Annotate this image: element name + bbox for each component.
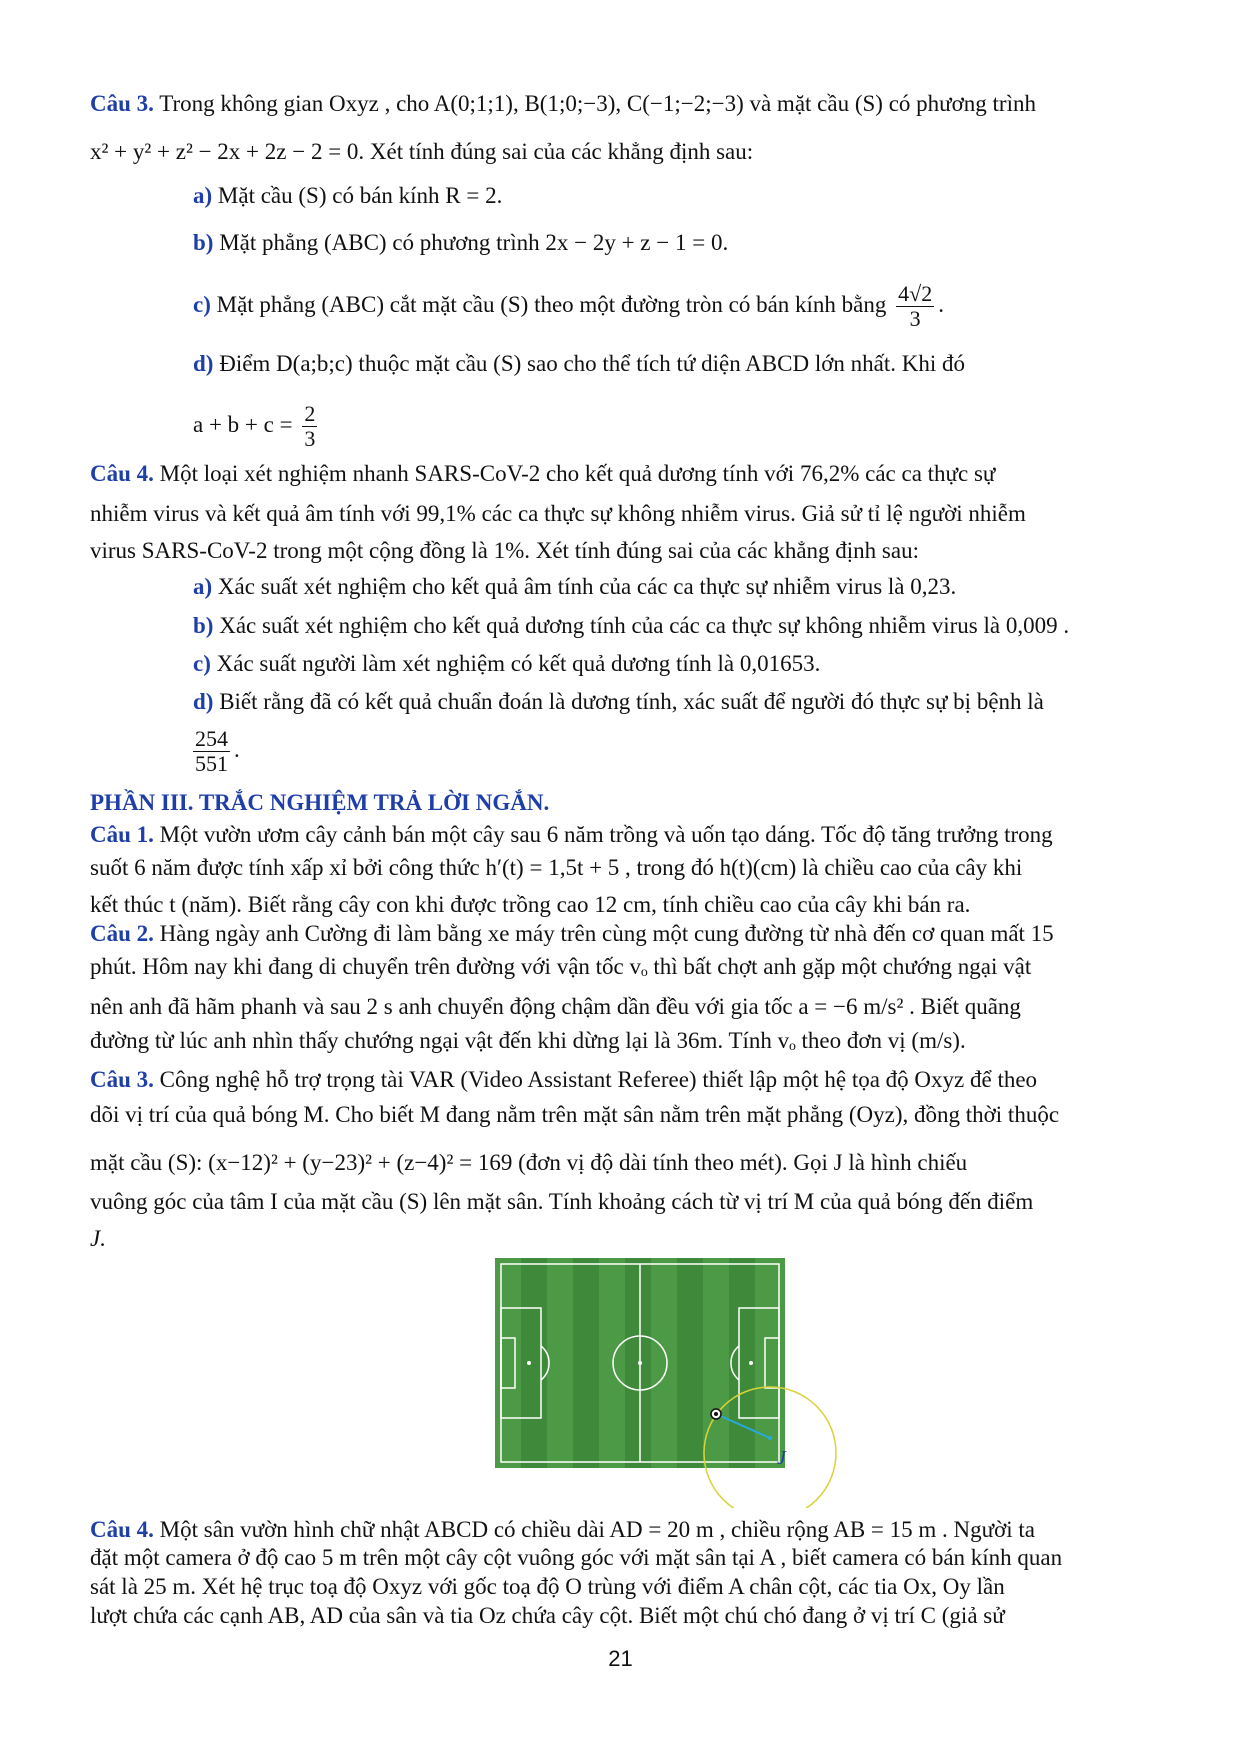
q3-b-text: Mặt phẳng (ABC) có phương trình 2x − 2y + z − 1 = 0. xyxy=(219,230,729,255)
q3-c-frac-num: 4√2 xyxy=(898,281,933,306)
left-penalty-spot xyxy=(527,1361,531,1365)
q4-d-fraction-line xyxy=(193,727,240,776)
q4-d-text: Biết rằng đã có kết quả chuẩn đoán là dương tính, xác suất để người đó thực sự bị bệnh là xyxy=(219,689,1044,714)
p3-q4-line-1 xyxy=(90,1516,1035,1544)
q4-a-label: a) xyxy=(193,574,213,599)
q3-c-fraction xyxy=(896,282,934,331)
q3-option-c xyxy=(193,282,944,331)
p3-q3-text-1: Công nghệ hỗ trợ trọng tài VAR (Video Assistant Referee) thiết lập một hệ tọa độ Oxyz để theo xyxy=(159,1067,1038,1092)
q3-option-a xyxy=(193,182,502,210)
center-spot xyxy=(638,1361,642,1365)
p3-q4-line-2: đặt một camera ở độ cao 5 m trên một cây cột vuông góc với mặt sân tại A , biết camera có bán kính quan xyxy=(90,1545,1063,1570)
q3-a-label: a) xyxy=(193,183,213,208)
part3-heading: PHẦN III. TRẮC NGHIỆM TRẢ LỜI NGẮN. xyxy=(90,790,550,815)
p3-q4-label: Câu 4. xyxy=(90,1517,154,1542)
right-penalty-spot xyxy=(749,1361,753,1365)
q4-option-a xyxy=(193,573,956,601)
q4-d-frac-num: 254 xyxy=(195,726,228,751)
q4-stem-line-3: virus SARS-CoV-2 trong một cộng đồng là 1%. Xét tính đúng sai của các khẳng định sau: xyxy=(90,538,919,563)
q3-stem-text-1: Trong không gian Oxyz , cho A(0;1;1), B(1;0;−3), C(−1;−2;−3) và mặt cầu (S) có phương trình xyxy=(159,91,1036,116)
p3-q3-line-5: J. xyxy=(90,1226,106,1251)
p3-q2-label: Câu 2. xyxy=(90,921,154,946)
p3-q2-line-3: nên anh đã hãm phanh và sau 2 s anh chuyển động chậm dần đều với gia tốc a = −6 m/s² . Biết quãng xyxy=(90,994,1021,1019)
p3-q2-line-1 xyxy=(90,920,1054,948)
p3-q4-text-1: Một sân vườn hình chữ nhật ABCD có chiều dài AD = 20 m , chiều rộng AB = 15 m . Người ta xyxy=(159,1517,1035,1542)
q3-a-text: Mặt cầu (S) có bán kính R = 2. xyxy=(217,183,503,208)
q4-b-text: Xác suất xét nghiệm cho kết quả dương tính của các ca thực sự không nhiễm virus là 0,009 . xyxy=(219,613,1070,638)
p3-q1-line-1 xyxy=(90,821,1053,849)
q3-stem-line-1 xyxy=(90,90,1036,118)
q3-d-fraction xyxy=(302,402,317,451)
q3-d-eq-text: a + b + c = xyxy=(193,411,293,437)
q4-label: Câu 4. xyxy=(90,461,154,486)
q3-c-end: . xyxy=(938,291,944,317)
q4-c-text: Xác suất người làm xét nghiệm có kết quả dương tính là 0,01653. xyxy=(216,651,821,676)
q3-c-label: c) xyxy=(193,291,211,317)
p3-q4-line-3: sát là 25 m. Xét hệ trục toạ độ Oxyz với gốc toạ độ O trùng với điểm A chân cột, các tia Ox, Oy lần xyxy=(90,1574,1005,1599)
q3-d-text: Điểm D(a;b;c) thuộc mặt cầu (S) sao cho thể tích tứ diện ABCD lớn nhất. Khi đó xyxy=(219,351,965,376)
q3-d-frac-num: 2 xyxy=(304,401,316,426)
p3-q3-line-2: dõi vị trí của quả bóng M. Cho biết M đang nằm trên mặt sân nằm trên mặt phẳng (Oyz), đồng thời thuộc xyxy=(90,1102,1060,1127)
q3-d-label: d) xyxy=(193,351,214,376)
q4-d-fraction xyxy=(193,727,230,776)
p3-q2-text-1: Hàng ngày anh Cường đi làm bằng xe máy trên cùng một cung đường từ nhà đến cơ quan mất 15 xyxy=(159,921,1054,946)
p3-q2-line-4: đường từ lúc anh nhìn thấy chướng ngại vật đến khi dừng lại là 36m. Tính vₒ theo đơn vị (m/s). xyxy=(90,1028,966,1053)
p3-q1-line-2: suốt 6 năm được tính xấp xỉ bởi công thức h′(t) = 1,5t + 5 , trong đó h(t)(cm) là chiều cao của cây khi xyxy=(90,855,1023,880)
q4-d-frac-den: 551 xyxy=(195,751,228,776)
q3-stem-line-2: x² + y² + z² − 2x + 2z − 2 = 0. Xét tính đúng sai của các khẳng định sau: xyxy=(90,139,754,164)
p3-q4-line-4: lượt chứa các cạnh AB, AD của sân và tia Oz chứa cây cột. Biết một chú chó đang ở vị trí C (giả sử xyxy=(90,1603,1005,1628)
q4-c-label: c) xyxy=(193,651,211,676)
q4-d-label: d) xyxy=(193,689,214,714)
p3-q1-line-3: kết thúc t (năm). Biết rằng cây con khi được trồng cao 12 cm, tính chiều cao của cây khi bán ra. xyxy=(90,892,971,917)
q4-stem-text-1: Một loại xét nghiệm nhanh SARS-CoV-2 cho kết quả dương tính với 76,2% các ca thực sự xyxy=(159,461,996,486)
football-field-figure xyxy=(495,1258,855,1508)
q4-stem-line-1 xyxy=(90,460,995,488)
p3-q1-text-1: Một vườn ươm cây cảnh bán một cây sau 6 năm trồng và uốn tạo dáng. Tốc độ tăng trưởng trong xyxy=(159,822,1053,847)
q3-b-label: b) xyxy=(193,230,214,255)
point-j xyxy=(768,1436,772,1440)
p3-q3-line-3: mặt cầu (S): (x−12)² + (y−23)² + (z−4)² = 169 (đơn vị độ dài tính theo mét). Gọi J là hình chiếu xyxy=(90,1150,968,1175)
q3-label: Câu 3. xyxy=(90,91,154,116)
p3-q3-label: Câu 3. xyxy=(90,1067,154,1092)
q4-option-b xyxy=(193,612,1069,640)
q4-b-label: b) xyxy=(193,613,214,638)
ball-icon-center xyxy=(714,1412,718,1416)
q4-a-text: Xác suất xét nghiệm cho kết quả âm tính của các ca thực sự nhiễm virus là 0,23. xyxy=(217,574,957,599)
p3-q3-line-1 xyxy=(90,1066,1037,1094)
q3-option-d xyxy=(193,350,965,378)
p3-q2-line-2: phút. Hôm nay khi đang di chuyển trên đường với vận tốc vₒ thì bất chợt anh gặp một chướng ngại vật xyxy=(90,954,1032,979)
q4-option-c xyxy=(193,650,820,678)
label-j: J xyxy=(777,1447,786,1469)
q4-d-end: . xyxy=(234,736,240,762)
q3-d-equation xyxy=(193,402,321,451)
q3-c-text: Mặt phẳng (ABC) cắt mặt cầu (S) theo một đường tròn có bán kính bằng xyxy=(216,291,887,317)
q4-stem-line-2: nhiễm virus và kết quả âm tính với 99,1% các ca thực sự không nhiễm virus. Giả sử tỉ lệ người nhiễm xyxy=(90,501,1026,526)
q3-option-b xyxy=(193,229,728,257)
q3-d-frac-den: 3 xyxy=(304,426,316,451)
p3-q1-label: Câu 1. xyxy=(90,822,154,847)
page-number: 21 xyxy=(608,1646,633,1671)
q3-c-frac-den: 3 xyxy=(896,306,934,331)
q4-option-d xyxy=(193,688,1044,716)
p3-q3-line-4: vuông góc của tâm I của mặt cầu (S) lên mặt sân. Tính khoảng cách từ vị trí M của quả bóng đến điểm xyxy=(90,1189,1034,1214)
